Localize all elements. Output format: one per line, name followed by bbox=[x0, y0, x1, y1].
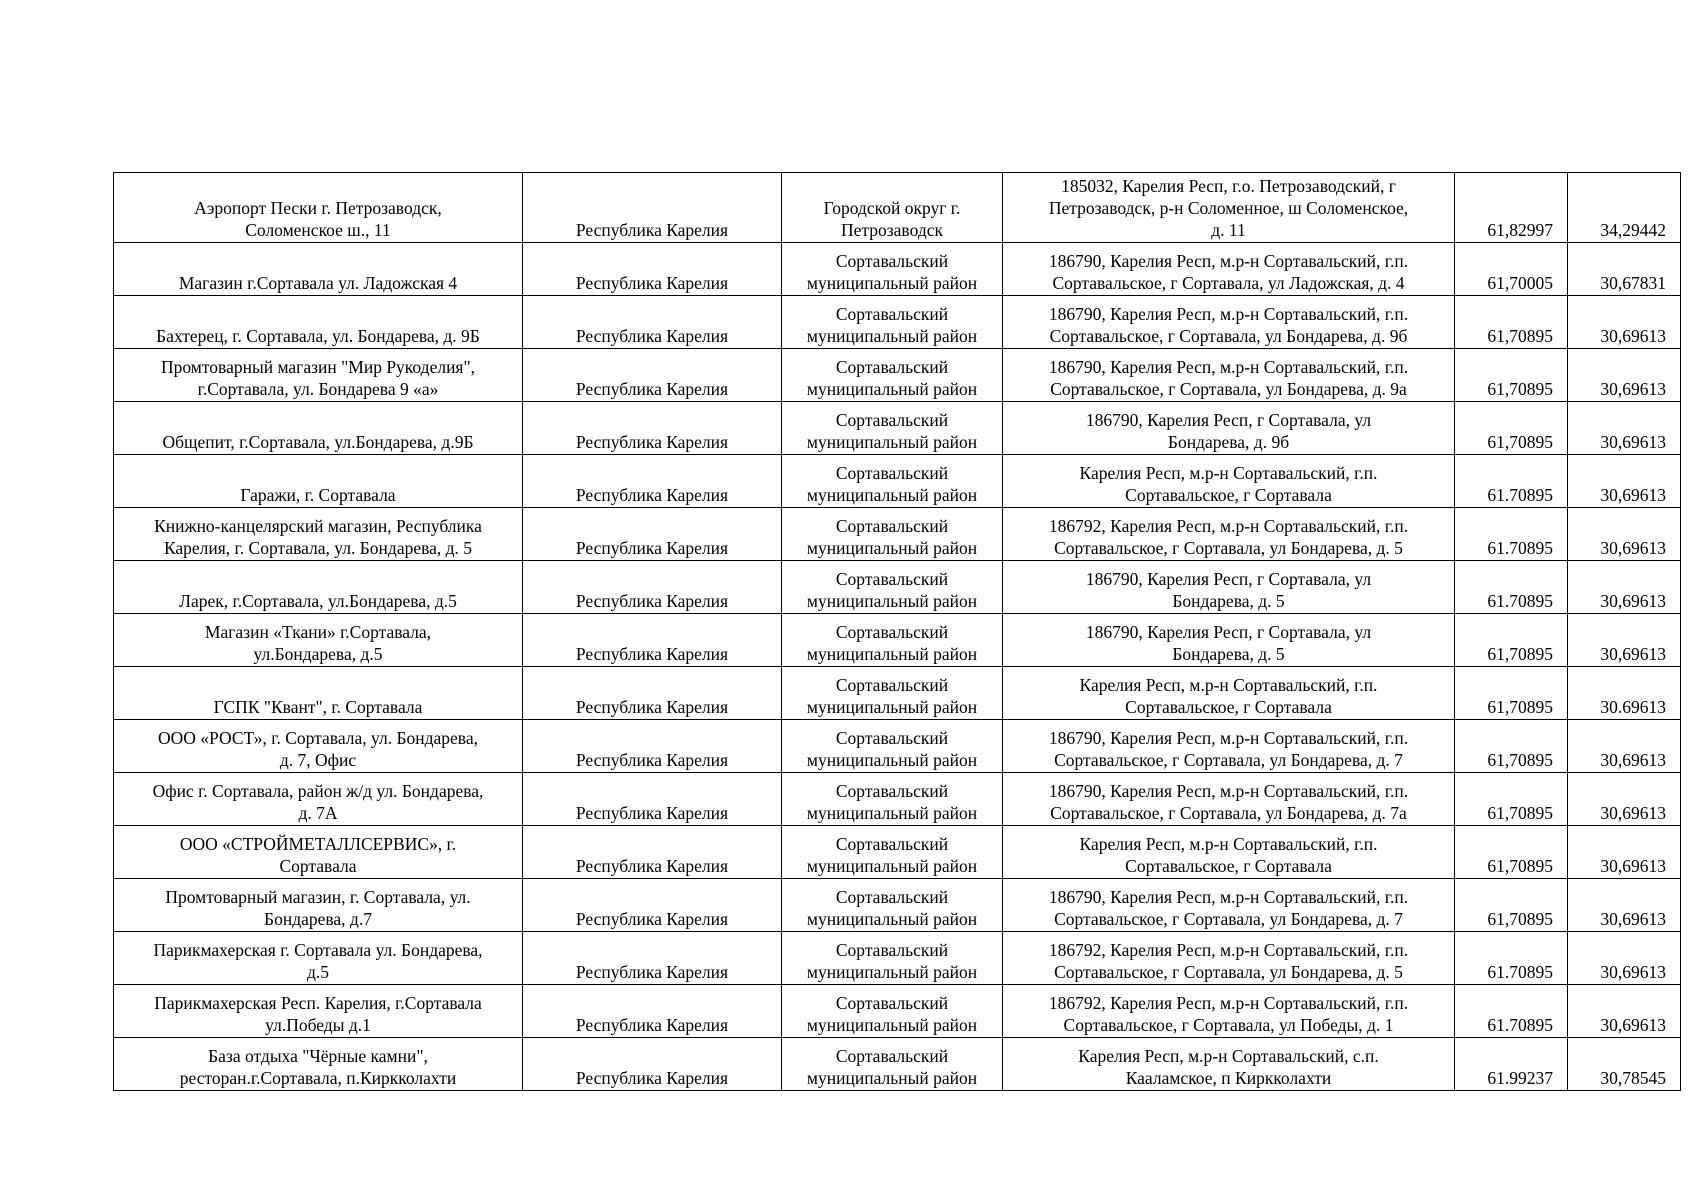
latitude-cell: 61.70895 bbox=[1455, 455, 1568, 508]
address-cell: Карелия Респ, м.р-н Сортавальский, г.п. Сортавальское, г Сортавала bbox=[1003, 455, 1455, 508]
latitude-cell: 61.99237 bbox=[1455, 1038, 1568, 1091]
region-cell: Республика Карелия bbox=[523, 402, 782, 455]
place-name-cell: Магазин г.Сортавала ул. Ладожская 4 bbox=[114, 243, 523, 296]
longitude-cell: 30,69613 bbox=[1568, 773, 1681, 826]
longitude-cell: 30,67831 bbox=[1568, 243, 1681, 296]
latitude-cell: 61,70895 bbox=[1455, 614, 1568, 667]
longitude-cell: 30,69613 bbox=[1568, 720, 1681, 773]
locations-table bbox=[113, 172, 1681, 1091]
district-cell: Сортавальский муниципальный район bbox=[782, 508, 1003, 561]
latitude-cell: 61.70895 bbox=[1455, 508, 1568, 561]
table-row bbox=[114, 508, 1681, 561]
district-cell: Сортавальский муниципальный район bbox=[782, 667, 1003, 720]
longitude-cell: 30,69613 bbox=[1568, 402, 1681, 455]
region-cell: Республика Карелия bbox=[523, 455, 782, 508]
district-cell: Сортавальский муниципальный район bbox=[782, 932, 1003, 985]
region-cell: Республика Карелия bbox=[523, 773, 782, 826]
latitude-cell: 61,70895 bbox=[1455, 402, 1568, 455]
place-name-cell: ГСПК "Квант", г. Сортавала bbox=[114, 667, 523, 720]
latitude-cell: 61,70895 bbox=[1455, 349, 1568, 402]
address-cell: 186790, Карелия Респ, м.р-н Сортавальский, г.п. Сортавальское, г Сортавала, ул Бондарева, д. 7 bbox=[1003, 720, 1455, 773]
region-cell: Республика Карелия bbox=[523, 879, 782, 932]
region-cell: Республика Карелия bbox=[523, 985, 782, 1038]
address-cell: 185032, Карелия Респ, г.о. Петрозаводский, г Петрозаводск, р-н Соломенное, ш Соломенское, д. 11 bbox=[1003, 173, 1455, 243]
place-name-cell: Бахтерец, г. Сортавала, ул. Бондарева, д. 9Б bbox=[114, 296, 523, 349]
table-row bbox=[114, 243, 1681, 296]
longitude-cell: 30.69613 bbox=[1568, 667, 1681, 720]
district-cell: Сортавальский муниципальный район bbox=[782, 773, 1003, 826]
longitude-cell: 30,69613 bbox=[1568, 508, 1681, 561]
table-row bbox=[114, 667, 1681, 720]
region-cell: Республика Карелия bbox=[523, 296, 782, 349]
address-cell: Карелия Респ, м.р-н Сортавальский, с.п. Кааламское, п Киркколахти bbox=[1003, 1038, 1455, 1091]
district-cell: Сортавальский муниципальный район bbox=[782, 879, 1003, 932]
latitude-cell: 61.70895 bbox=[1455, 932, 1568, 985]
latitude-cell: 61,70895 bbox=[1455, 826, 1568, 879]
latitude-cell: 61,70895 bbox=[1455, 667, 1568, 720]
region-cell: Республика Карелия bbox=[523, 826, 782, 879]
address-cell: 186790, Карелия Респ, г Сортавала, ул Бондарева, д. 5 bbox=[1003, 561, 1455, 614]
table-row bbox=[114, 985, 1681, 1038]
district-cell: Сортавальский муниципальный район bbox=[782, 614, 1003, 667]
place-name-cell: ООО «СТРОЙМЕТАЛЛСЕРВИС», г. Сортавала bbox=[114, 826, 523, 879]
place-name-cell: Парикмахерская Респ. Карелия, г.Сортавала ул.Победы д.1 bbox=[114, 985, 523, 1038]
region-cell: Республика Карелия bbox=[523, 614, 782, 667]
place-name-cell: Промтоварный магазин, г. Сортавала, ул. Бондарева, д.7 bbox=[114, 879, 523, 932]
region-cell: Республика Карелия bbox=[523, 932, 782, 985]
longitude-cell: 34,29442 bbox=[1568, 173, 1681, 243]
address-cell: 186790, Карелия Респ, г Сортавала, ул Бондарева, д. 9б bbox=[1003, 402, 1455, 455]
latitude-cell: 61.70895 bbox=[1455, 561, 1568, 614]
district-cell: Сортавальский муниципальный район bbox=[782, 561, 1003, 614]
district-cell: Сортавальский муниципальный район bbox=[782, 402, 1003, 455]
district-cell: Сортавальский муниципальный район bbox=[782, 720, 1003, 773]
longitude-cell: 30,69613 bbox=[1568, 932, 1681, 985]
table-row bbox=[114, 561, 1681, 614]
latitude-cell: 61,70895 bbox=[1455, 720, 1568, 773]
table-row bbox=[114, 296, 1681, 349]
longitude-cell: 30,69613 bbox=[1568, 614, 1681, 667]
latitude-cell: 61,70895 bbox=[1455, 879, 1568, 932]
table-row bbox=[114, 614, 1681, 667]
latitude-cell: 61,70005 bbox=[1455, 243, 1568, 296]
region-cell: Республика Карелия bbox=[523, 508, 782, 561]
table-row bbox=[114, 402, 1681, 455]
district-cell: Сортавальский муниципальный район bbox=[782, 455, 1003, 508]
place-name-cell: Парикмахерская г. Сортавала ул. Бондарева, д.5 bbox=[114, 932, 523, 985]
address-cell: 186792, Карелия Респ, м.р-н Сортавальский, г.п. Сортавальское, г Сортавала, ул Бондарева, д. 5 bbox=[1003, 508, 1455, 561]
address-cell: Карелия Респ, м.р-н Сортавальский, г.п. Сортавальское, г Сортавала bbox=[1003, 667, 1455, 720]
place-name-cell: Промтоварный магазин "Мир Рукоделия", г.Сортавала, ул. Бондарева 9 «а» bbox=[114, 349, 523, 402]
district-cell: Сортавальский муниципальный район bbox=[782, 985, 1003, 1038]
latitude-cell: 61,70895 bbox=[1455, 296, 1568, 349]
address-cell: 186790, Карелия Респ, м.р-н Сортавальский, г.п. Сортавальское, г Сортавала, ул Бондарева, д. 7а bbox=[1003, 773, 1455, 826]
place-name-cell: Ларек, г.Сортавала, ул.Бондарева, д.5 bbox=[114, 561, 523, 614]
region-cell: Республика Карелия bbox=[523, 667, 782, 720]
region-cell: Республика Карелия bbox=[523, 720, 782, 773]
longitude-cell: 30,78545 bbox=[1568, 1038, 1681, 1091]
region-cell: Республика Карелия bbox=[523, 243, 782, 296]
table-row bbox=[114, 826, 1681, 879]
latitude-cell: 61,82997 bbox=[1455, 173, 1568, 243]
region-cell: Республика Карелия bbox=[523, 561, 782, 614]
address-cell: Карелия Респ, м.р-н Сортавальский, г.п. Сортавальское, г Сортавала bbox=[1003, 826, 1455, 879]
table-row bbox=[114, 932, 1681, 985]
longitude-cell: 30,69613 bbox=[1568, 879, 1681, 932]
table-row bbox=[114, 173, 1681, 243]
table-row bbox=[114, 1038, 1681, 1091]
longitude-cell: 30,69613 bbox=[1568, 296, 1681, 349]
table-row bbox=[114, 349, 1681, 402]
address-cell: 186790, Карелия Респ, м.р-н Сортавальский, г.п. Сортавальское, г Сортавала, ул Бондарева, д. 9б bbox=[1003, 296, 1455, 349]
place-name-cell: Магазин «Ткани» г.Сортавала, ул.Бондарева, д.5 bbox=[114, 614, 523, 667]
address-cell: 186792, Карелия Респ, м.р-н Сортавальский, г.п. Сортавальское, г Сортавала, ул Бондарева, д. 5 bbox=[1003, 932, 1455, 985]
address-cell: 186790, Карелия Респ, г Сортавала, ул Бондарева, д. 5 bbox=[1003, 614, 1455, 667]
table-row bbox=[114, 455, 1681, 508]
address-cell: 186790, Карелия Респ, м.р-н Сортавальский, г.п. Сортавальское, г Сортавала, ул Бондарева, д. 7 bbox=[1003, 879, 1455, 932]
table-row bbox=[114, 879, 1681, 932]
longitude-cell: 30,69613 bbox=[1568, 455, 1681, 508]
region-cell: Республика Карелия bbox=[523, 349, 782, 402]
longitude-cell: 30,69613 bbox=[1568, 349, 1681, 402]
district-cell: Сортавальский муниципальный район bbox=[782, 243, 1003, 296]
place-name-cell: Офис г. Сортавала, район ж/д ул. Бондарева, д. 7А bbox=[114, 773, 523, 826]
longitude-cell: 30,69613 bbox=[1568, 826, 1681, 879]
longitude-cell: 30,69613 bbox=[1568, 985, 1681, 1038]
place-name-cell: Аэропорт Пески г. Петрозаводск, Соломенское ш., 11 bbox=[114, 173, 523, 243]
region-cell: Республика Карелия bbox=[523, 173, 782, 243]
latitude-cell: 61,70895 bbox=[1455, 773, 1568, 826]
region-cell: Республика Карелия bbox=[523, 1038, 782, 1091]
district-cell: Сортавальский муниципальный район bbox=[782, 349, 1003, 402]
place-name-cell: Общепит, г.Сортавала, ул.Бондарева, д.9Б bbox=[114, 402, 523, 455]
district-cell: Сортавальский муниципальный район bbox=[782, 296, 1003, 349]
place-name-cell: Гаражи, г. Сортавала bbox=[114, 455, 523, 508]
district-cell: Городской округ г. Петрозаводск bbox=[782, 173, 1003, 243]
table-row bbox=[114, 720, 1681, 773]
place-name-cell: База отдыха "Чёрные камни", ресторан.г.Сортавала, п.Киркколахти bbox=[114, 1038, 523, 1091]
address-cell: 186790, Карелия Респ, м.р-н Сортавальский, г.п. Сортавальское, г Сортавала, ул Ладожская, д. 4 bbox=[1003, 243, 1455, 296]
place-name-cell: ООО «РОСТ», г. Сортавала, ул. Бондарева, д. 7, Офис bbox=[114, 720, 523, 773]
latitude-cell: 61.70895 bbox=[1455, 985, 1568, 1038]
table-row bbox=[114, 773, 1681, 826]
district-cell: Сортавальский муниципальный район bbox=[782, 1038, 1003, 1091]
address-cell: 186792, Карелия Респ, м.р-н Сортавальский, г.п. Сортавальское, г Сортавала, ул Победы, д. 1 bbox=[1003, 985, 1455, 1038]
place-name-cell: Книжно-канцелярский магазин, Республика Карелия, г. Сортавала, ул. Бондарева, д. 5 bbox=[114, 508, 523, 561]
table-body bbox=[114, 173, 1681, 1091]
longitude-cell: 30,69613 bbox=[1568, 561, 1681, 614]
address-cell: 186790, Карелия Респ, м.р-н Сортавальский, г.п. Сортавальское, г Сортавала, ул Бондарева, д. 9а bbox=[1003, 349, 1455, 402]
district-cell: Сортавальский муниципальный район bbox=[782, 826, 1003, 879]
